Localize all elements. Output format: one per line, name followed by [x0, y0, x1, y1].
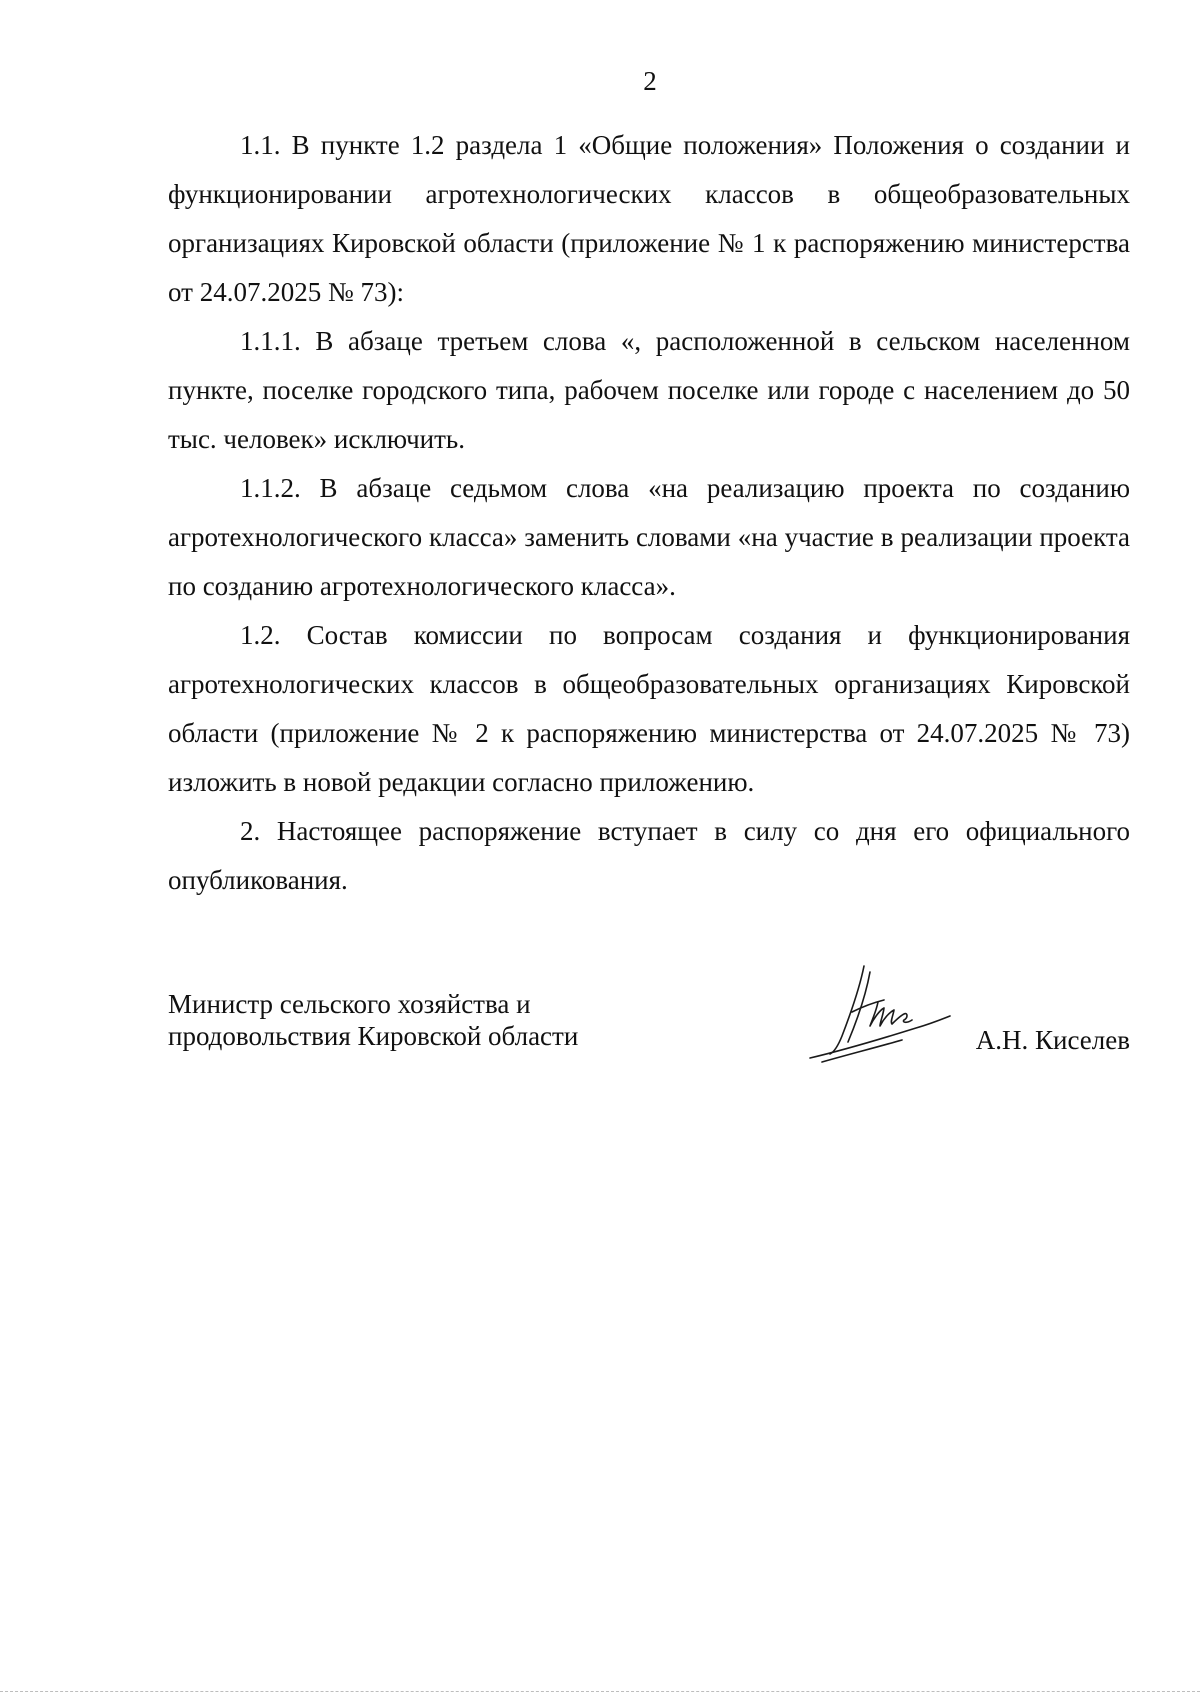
- signature-block: [168, 988, 1130, 1098]
- handwritten-signature: [804, 958, 954, 1068]
- page-bottom-edge: [0, 1691, 1200, 1692]
- paragraph-1-2: 1.2. Состав комиссии по вопросам создания и функционирования агротехнологических классов в общеобразовательных организациях Кировской области (приложение № 2 к распоряжению министерства от 24.07.2025 № 73) изложить в новой редакции согласно приложению.: [168, 620, 1130, 797]
- paragraph-1-1-2: 1.1.2. В абзаце седьмом слова «на реализацию проекта по созданию агротехнологического класса» заменить словами «на участие в реализации проекта по созданию агротехнологического класса».: [168, 473, 1130, 601]
- signer-position-line-1: Министр сельского хозяйства и: [168, 989, 531, 1019]
- document-body: [168, 121, 1130, 905]
- signer-name: А.Н. Киселев: [975, 1025, 1130, 1055]
- signer-position: [168, 988, 578, 1052]
- signer-position-line-2: продовольствия Кировской области: [168, 1021, 579, 1051]
- paragraph-1-1: 1.1. В пункте 1.2 раздела 1 «Общие положения» Положения о создании и функционировании агротехнологических классов в общеобразовательных организациях Кировской области (приложение № 1 к распоряжению министерства от 24.07.2025 № 73):: [168, 130, 1130, 307]
- paragraph-1-1-1: 1.1.1. В абзаце третьем слова «, расположенной в сельском населенном пункте, поселке городского типа, рабочем поселке или городе с населением до 50 тыс. человек» исключить.: [168, 326, 1130, 454]
- page-number: 2: [643, 66, 657, 96]
- paragraph-2: 2. Настоящее распоряжение вступает в силу со дня его официального опубликования.: [168, 816, 1130, 895]
